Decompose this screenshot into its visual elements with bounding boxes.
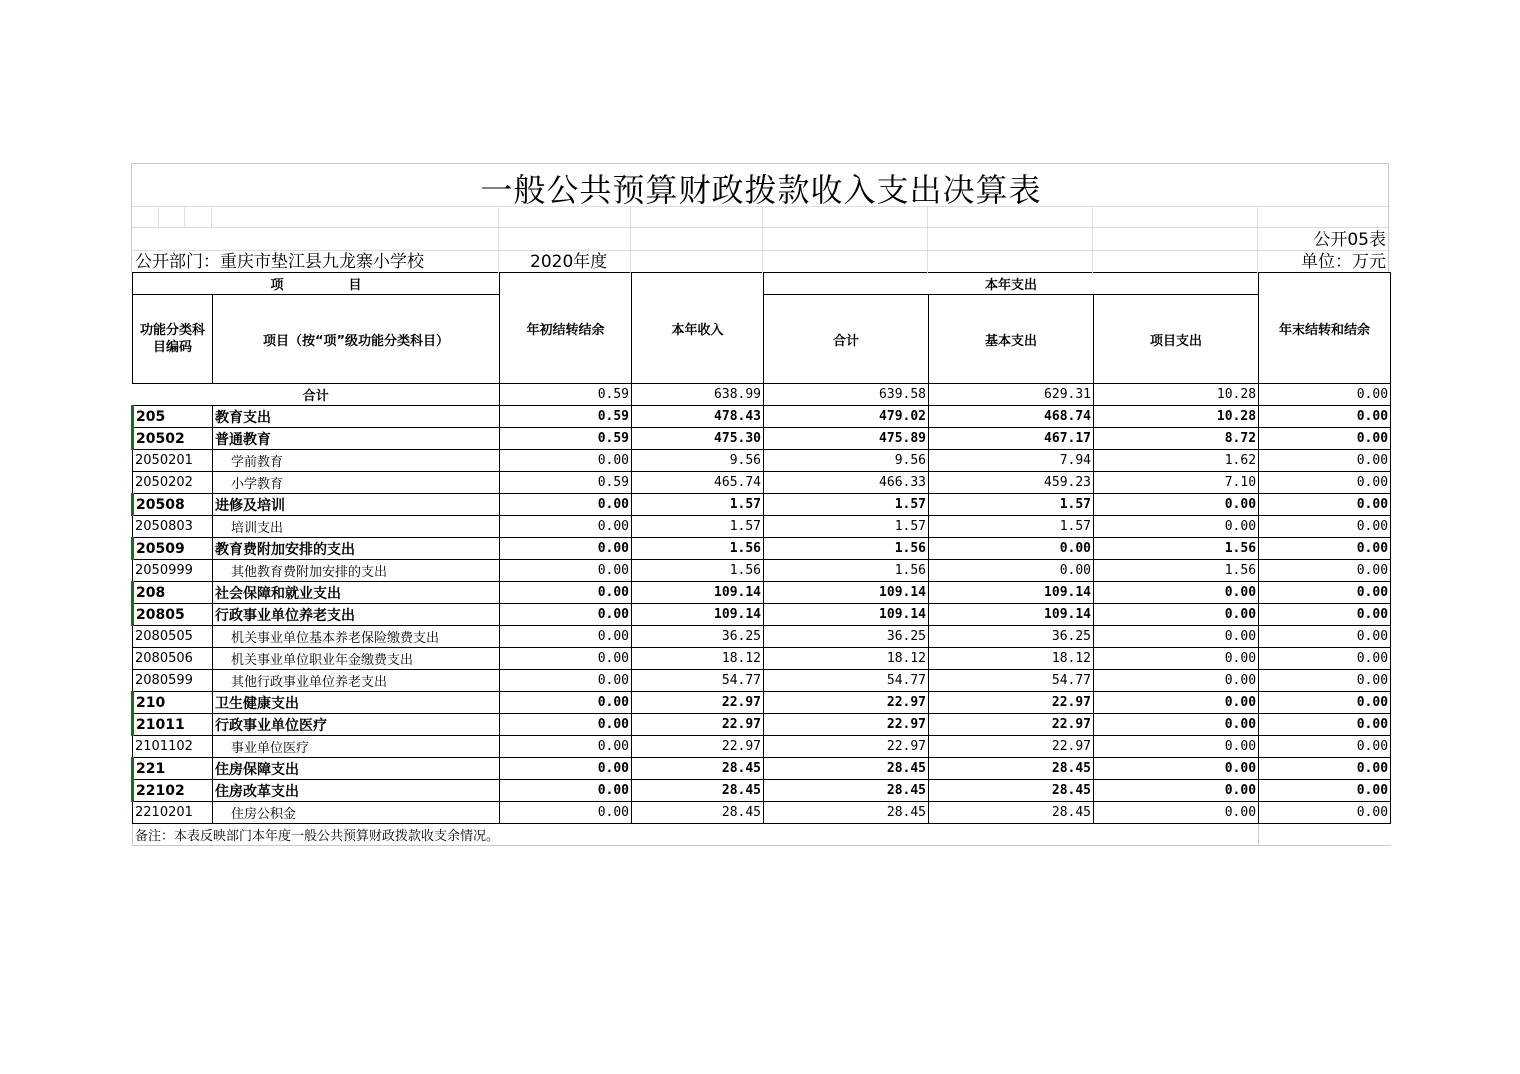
row-name: 小学教育: [213, 472, 500, 494]
cell-value: 0.00: [1259, 670, 1391, 692]
cell-value: 0.00: [500, 648, 632, 670]
cell-value: 28.45: [929, 780, 1094, 802]
cell-value: 7.94: [929, 450, 1094, 472]
table-row: [133, 780, 1391, 802]
table-row: [133, 692, 1391, 714]
cell-value: 28.45: [764, 780, 929, 802]
cell-value: 0.00: [500, 736, 632, 758]
row-name: 机关事业单位职业年金缴费支出: [213, 648, 500, 670]
table-row: [133, 472, 1391, 494]
row-code: 20509: [133, 538, 213, 560]
cell-value: 54.77: [929, 670, 1094, 692]
cell-value: 629.31: [929, 384, 1094, 406]
total-row: [133, 384, 1391, 406]
cell-value: 109.14: [632, 604, 764, 626]
header-code: 功能分类科目编码: [133, 295, 213, 384]
cell-value: 7.10: [1094, 472, 1259, 494]
row-code: 20805: [133, 604, 213, 626]
row-name: 住房保障支出: [213, 758, 500, 780]
table-row: [133, 428, 1391, 450]
total-label: 合计: [133, 384, 500, 406]
row-code: 221: [133, 758, 213, 780]
cell-value: 0.00: [1259, 604, 1391, 626]
cell-value: 0.00: [929, 560, 1094, 582]
table-row: [133, 626, 1391, 648]
cell-value: 36.25: [929, 626, 1094, 648]
cell-value: 28.45: [929, 802, 1094, 824]
cell-value: 468.74: [929, 406, 1094, 428]
cell-value: 0.00: [1094, 758, 1259, 780]
cell-value: 0.00: [500, 670, 632, 692]
row-name: 普通教育: [213, 428, 500, 450]
row-code: 210: [133, 692, 213, 714]
row-name: 住房改革支出: [213, 780, 500, 802]
row-code: 20502: [133, 428, 213, 450]
row-name: 教育支出: [213, 406, 500, 428]
row-code: 2050999: [133, 560, 213, 582]
cell-value: 459.23: [929, 472, 1094, 494]
row-code: 22102: [133, 780, 213, 802]
cell-value: 0.00: [1094, 516, 1259, 538]
cell-value: 54.77: [764, 670, 929, 692]
cell-value: 639.58: [764, 384, 929, 406]
cell-value: 0.00: [1259, 384, 1391, 406]
cell-value: 22.97: [632, 736, 764, 758]
row-code: 205: [133, 406, 213, 428]
footnote: 备注：本表反映部门本年度一般公共预算财政拨款收支余情况。: [133, 824, 1259, 846]
header-income: 本年收入: [632, 273, 764, 384]
cell-value: 28.45: [632, 758, 764, 780]
cell-value: 0.00: [1259, 472, 1391, 494]
row-name: 机关事业单位基本养老保险缴费支出: [213, 626, 500, 648]
cell-value: 0.00: [1259, 560, 1391, 582]
row-code: 2080506: [133, 648, 213, 670]
cell-value: 0.00: [1094, 648, 1259, 670]
cell-value: 0.00: [500, 780, 632, 802]
cell-value: 1.56: [764, 538, 929, 560]
cell-value: 22.97: [632, 692, 764, 714]
cell-value: 0.00: [1094, 736, 1259, 758]
cell-value: 0.00: [1094, 582, 1259, 604]
cell-value: 1.62: [1094, 450, 1259, 472]
cell-value: 0.00: [1094, 692, 1259, 714]
cell-value: 0.00: [500, 582, 632, 604]
budget-table: [131, 272, 1391, 846]
table-row: [133, 494, 1391, 516]
table-row: [133, 538, 1391, 560]
cell-value: 22.97: [632, 714, 764, 736]
table-row: [133, 516, 1391, 538]
cell-value: 22.97: [764, 692, 929, 714]
row-name: 培训支出: [213, 516, 500, 538]
row-code: 2210201: [133, 802, 213, 824]
cell-value: 467.17: [929, 428, 1094, 450]
cell-value: 28.45: [764, 802, 929, 824]
cell-value: 28.45: [764, 758, 929, 780]
cell-value: 28.45: [929, 758, 1094, 780]
table-row: [133, 450, 1391, 472]
table-code-label: 公开05表: [1313, 230, 1386, 250]
table-row: [133, 604, 1391, 626]
cell-value: 1.56: [632, 560, 764, 582]
cell-value: 0.00: [500, 692, 632, 714]
cell-value: 1.56: [632, 538, 764, 560]
cell-value: 475.89: [764, 428, 929, 450]
cell-value: 109.14: [929, 582, 1094, 604]
cell-value: 465.74: [632, 472, 764, 494]
cell-value: 1.57: [764, 516, 929, 538]
cell-value: 18.12: [929, 648, 1094, 670]
cell-value: 0.00: [1259, 780, 1391, 802]
cell-value: 0.00: [1259, 428, 1391, 450]
sheet-header-area: [131, 163, 1389, 272]
cell-value: 0.00: [1259, 692, 1391, 714]
cell-value: 18.12: [764, 648, 929, 670]
table-row: [133, 406, 1391, 428]
cell-value: 0.00: [1259, 736, 1391, 758]
cell-value: 9.56: [764, 450, 929, 472]
row-name: 学前教育: [213, 450, 500, 472]
row-name: 行政事业单位养老支出: [213, 604, 500, 626]
unit-label: 单位：万元: [1301, 252, 1386, 272]
cell-value: 0.00: [1259, 538, 1391, 560]
table-row: [133, 560, 1391, 582]
row-name: 事业单位医疗: [213, 736, 500, 758]
fiscal-year-label: 2020年度: [530, 252, 608, 272]
cell-value: 0.00: [1094, 802, 1259, 824]
cell-value: 22.97: [929, 714, 1094, 736]
cell-value: 1.56: [1094, 538, 1259, 560]
row-code: 2080599: [133, 670, 213, 692]
cell-value: 0.00: [1259, 626, 1391, 648]
cell-value: 1.57: [632, 494, 764, 516]
cell-value: 0.59: [500, 384, 632, 406]
cell-value: 0.00: [1259, 758, 1391, 780]
cell-value: 22.97: [929, 736, 1094, 758]
row-name: 社会保障和就业支出: [213, 582, 500, 604]
cell-value: 1.57: [764, 494, 929, 516]
cell-value: 0.59: [500, 406, 632, 428]
table-row: [133, 582, 1391, 604]
cell-value: 0.00: [1259, 802, 1391, 824]
cell-value: 0.00: [1259, 494, 1391, 516]
row-code: 208: [133, 582, 213, 604]
cell-value: 0.00: [1094, 494, 1259, 516]
cell-value: 0.00: [500, 450, 632, 472]
table-body: [133, 384, 1391, 824]
row-name: 教育费附加安排的支出: [213, 538, 500, 560]
row-code: 2050201: [133, 450, 213, 472]
cell-value: 0.00: [500, 604, 632, 626]
cell-value: 0.59: [500, 472, 632, 494]
cell-value: 0.00: [1094, 714, 1259, 736]
header-project: 项目支出: [1094, 295, 1259, 384]
budget-sheet: [131, 163, 1389, 846]
cell-value: 9.56: [632, 450, 764, 472]
cell-value: 18.12: [632, 648, 764, 670]
row-code: 2050803: [133, 516, 213, 538]
cell-value: 0.00: [500, 516, 632, 538]
cell-value: 22.97: [929, 692, 1094, 714]
cell-value: 0.00: [500, 494, 632, 516]
row-name: 其他教育费附加安排的支出: [213, 560, 500, 582]
table-row: [133, 714, 1391, 736]
row-name: 住房公积金: [213, 802, 500, 824]
row-code: 2050202: [133, 472, 213, 494]
row-name: 卫生健康支出: [213, 692, 500, 714]
cell-value: 0.00: [1259, 406, 1391, 428]
cell-value: 0.00: [500, 538, 632, 560]
cell-value: 36.25: [764, 626, 929, 648]
table-row: [133, 648, 1391, 670]
cell-value: 0.00: [1094, 626, 1259, 648]
cell-value: 54.77: [632, 670, 764, 692]
cell-value: 0.00: [1094, 780, 1259, 802]
cell-value: 8.72: [1094, 428, 1259, 450]
cell-value: 0.00: [1259, 648, 1391, 670]
cell-value: 0.00: [1259, 582, 1391, 604]
header-begin-balance: 年初结转结余: [500, 273, 632, 384]
cell-value: 479.02: [764, 406, 929, 428]
cell-value: 1.57: [929, 494, 1094, 516]
row-name: 其他行政事业单位养老支出: [213, 670, 500, 692]
cell-value: 0.00: [1259, 714, 1391, 736]
cell-value: 0.00: [500, 560, 632, 582]
cell-value: 1.57: [632, 516, 764, 538]
cell-value: 22.97: [764, 736, 929, 758]
cell-value: 1.56: [764, 560, 929, 582]
cell-value: 10.28: [1094, 406, 1259, 428]
cell-value: 36.25: [632, 626, 764, 648]
cell-value: 0.00: [500, 714, 632, 736]
cell-value: 1.56: [1094, 560, 1259, 582]
table-row: [133, 758, 1391, 780]
cell-value: 22.97: [764, 714, 929, 736]
table-row: [133, 802, 1391, 824]
row-code: 2101102: [133, 736, 213, 758]
cell-value: 0.00: [500, 802, 632, 824]
table-header: [133, 273, 1391, 384]
cell-value: 0.59: [500, 428, 632, 450]
header-item: 项 目: [133, 273, 500, 295]
cell-value: 109.14: [764, 582, 929, 604]
cell-value: 0.00: [929, 538, 1094, 560]
table-row: [133, 736, 1391, 758]
cell-value: 0.00: [1259, 516, 1391, 538]
header-expense: 本年支出: [764, 273, 1259, 295]
header-end-balance: 年末结转和结余: [1259, 273, 1391, 384]
cell-value: 28.45: [632, 802, 764, 824]
cell-value: 1.57: [929, 516, 1094, 538]
cell-value: 0.00: [1259, 450, 1391, 472]
cell-value: 109.14: [632, 582, 764, 604]
department-label: 公开部门：重庆市垫江县九龙寨小学校: [135, 252, 424, 272]
cell-value: 28.45: [632, 780, 764, 802]
cell-value: 10.28: [1094, 384, 1259, 406]
row-code: 2080505: [133, 626, 213, 648]
cell-value: 109.14: [764, 604, 929, 626]
cell-value: 0.00: [1094, 604, 1259, 626]
header-total: 合计: [764, 295, 929, 384]
cell-value: 0.00: [500, 758, 632, 780]
page-title: 一般公共预算财政拨款收入支出决算表: [480, 171, 1042, 209]
cell-value: 0.00: [500, 626, 632, 648]
row-code: 20508: [133, 494, 213, 516]
cell-value: 0.00: [1094, 670, 1259, 692]
cell-value: 638.99: [632, 384, 764, 406]
row-name: 进修及培训: [213, 494, 500, 516]
cell-value: 475.30: [632, 428, 764, 450]
table-footer: [133, 824, 1391, 846]
row-code: 21011: [133, 714, 213, 736]
header-basic: 基本支出: [929, 295, 1094, 384]
footnote-blank: [1259, 824, 1391, 846]
header-name: 项目（按“项”级功能分类科目）: [213, 295, 500, 384]
table-row: [133, 670, 1391, 692]
cell-value: 466.33: [764, 472, 929, 494]
cell-value: 478.43: [632, 406, 764, 428]
row-name: 行政事业单位医疗: [213, 714, 500, 736]
cell-value: 109.14: [929, 604, 1094, 626]
